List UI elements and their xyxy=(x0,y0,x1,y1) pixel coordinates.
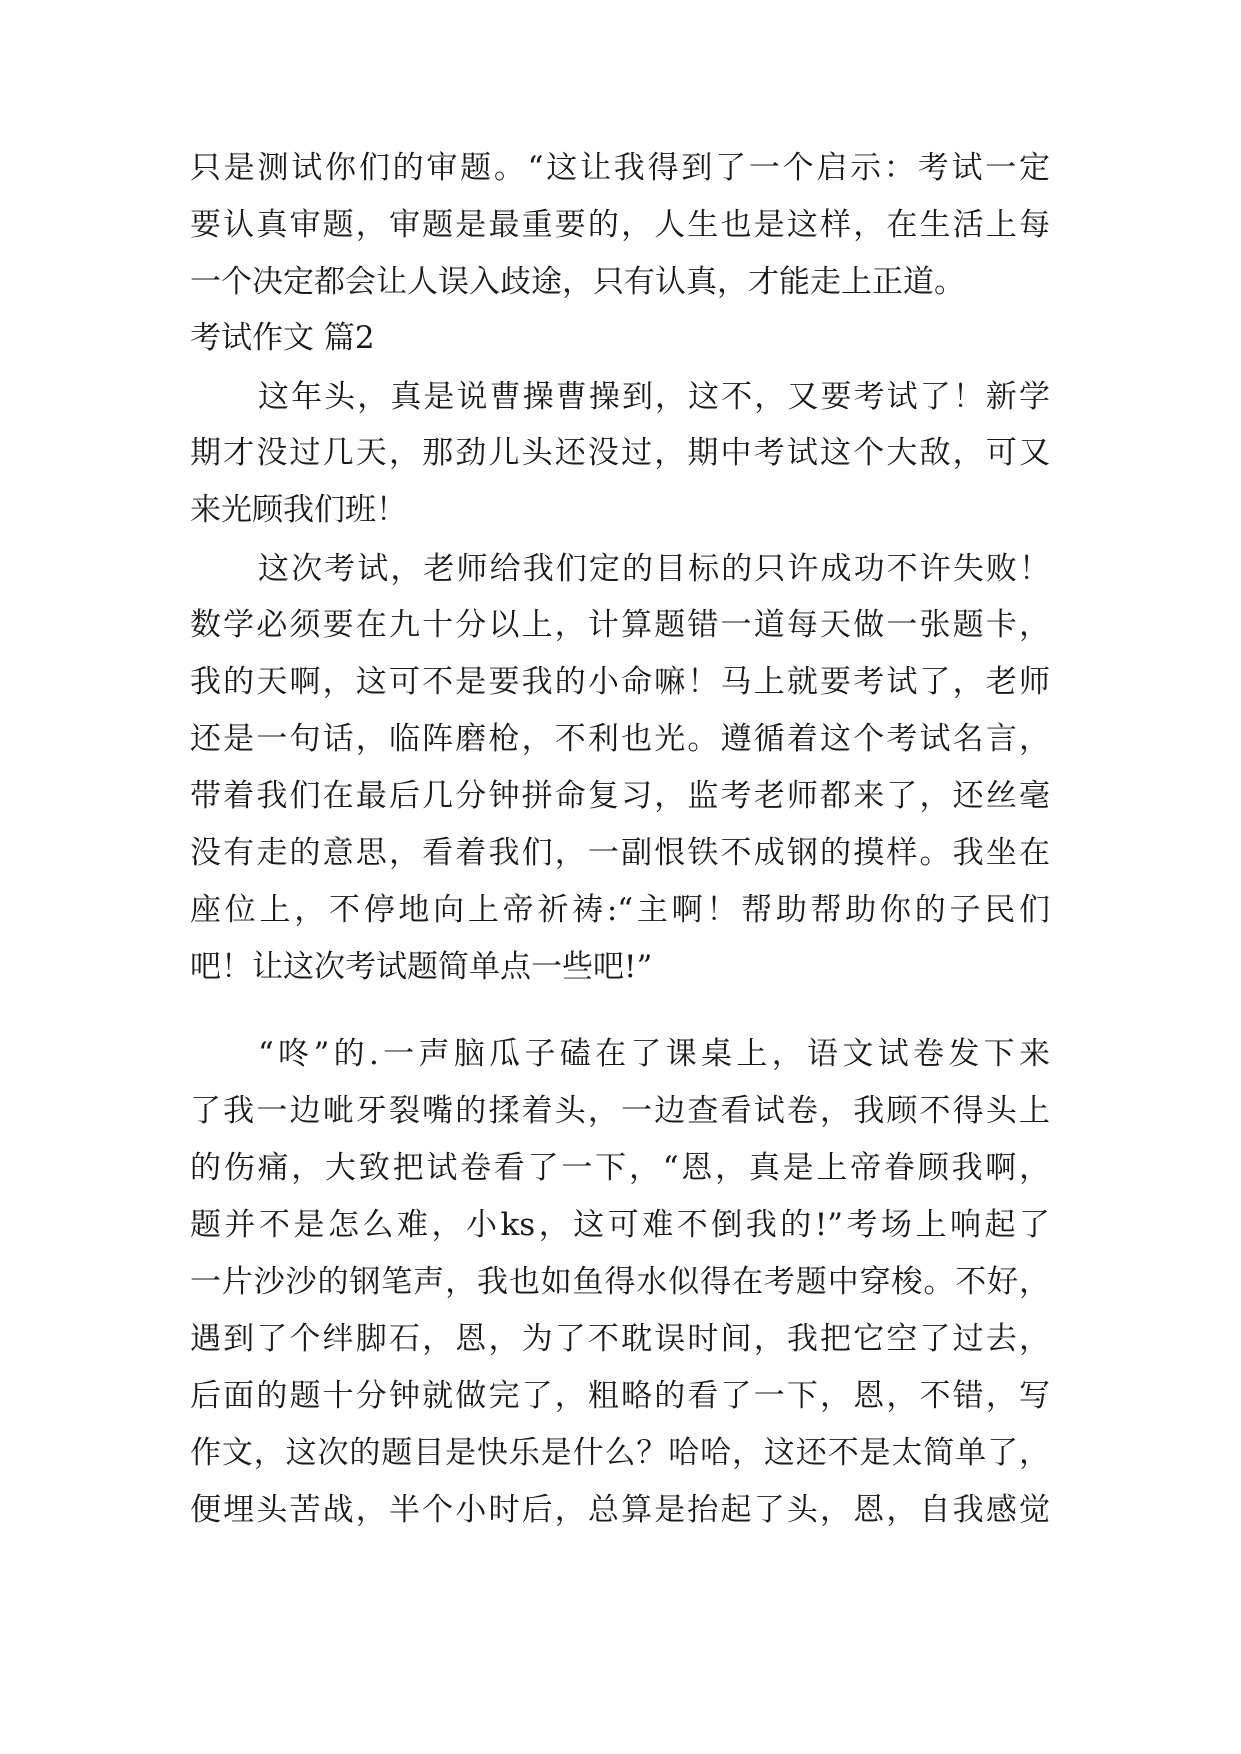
text-line: 题并不是怎么难，小ks，这可难不倒我的!”考场上响起了 xyxy=(190,1207,1050,1243)
text-line: 一个决定都会让人误入歧途，只有认真，才能走上正道。 xyxy=(190,264,965,300)
text-line: “咚”的.一声脑瓜子磕在了课桌上，语文试卷发下来 xyxy=(258,1036,1050,1072)
text-line: 要认真审题，审题是最重要的，人生也是这样，在生活上每 xyxy=(190,207,1050,243)
text-line: 我的天啊，这可不是要我的小命嘛！马上就要考试了，老师 xyxy=(190,664,1050,700)
text-line: 后面的题十分钟就做完了，粗略的看了一下，恩，不错，写 xyxy=(190,1378,1050,1414)
text-line: 数学必须要在九十分以上，计算题错一道每天做一张题卡， xyxy=(190,607,1050,643)
text-line: 了我一边呲牙裂嘴的揉着头，一边查看试卷，我顾不得头上 xyxy=(190,1093,1050,1129)
text-line: 作文，这次的题目是快乐是什么？哈哈，这还不是太简单了， xyxy=(190,1435,1050,1471)
text-line: 一片沙沙的钢笔声，我也如鱼得水似得在考题中穿梭。不好， xyxy=(190,1264,1050,1300)
text-line: 这次考试，老师给我们定的目标的只许成功不许失败！ xyxy=(258,551,1050,587)
section-heading: 考试作文 篇2 xyxy=(190,320,375,356)
text-line: 期才没过几天，那劲儿头还没过，期中考试这个大敌，可又 xyxy=(190,435,1050,471)
text-line: 的伤痛，大致把试卷看了一下，“恩，真是上帝眷顾我啊， xyxy=(190,1150,1050,1186)
text-line: 吧！让这次考试题简单点一些吧!” xyxy=(190,949,653,985)
text-line: 还是一句话，临阵磨枪，不利也光。遵循着这个考试名言， xyxy=(190,721,1050,757)
text-line: 座位上，不停地向上帝祈祷:“主啊！帮助帮助你的子民们 xyxy=(190,892,1050,928)
text-line: 便埋头苦战，半个小时后，总算是抬起了头，恩，自我感觉 xyxy=(190,1492,1050,1528)
text-line: 这年头，真是说曹操曹操到，这不，又要考试了！新学 xyxy=(258,379,1050,415)
text-line: 遇到了个绊脚石，恩，为了不耽误时间，我把它空了过去， xyxy=(190,1321,1050,1357)
text-line: 带着我们在最后几分钟拼命复习，监考老师都来了，还丝毫 xyxy=(190,778,1050,814)
text-line: 只是测试你们的审题。“这让我得到了一个启示：考试一定 xyxy=(190,150,1050,186)
text-line: 来光顾我们班！ xyxy=(190,492,407,528)
text-line: 没有走的意思，看着我们，一副恨铁不成钢的摸样。我坐在 xyxy=(190,835,1050,871)
